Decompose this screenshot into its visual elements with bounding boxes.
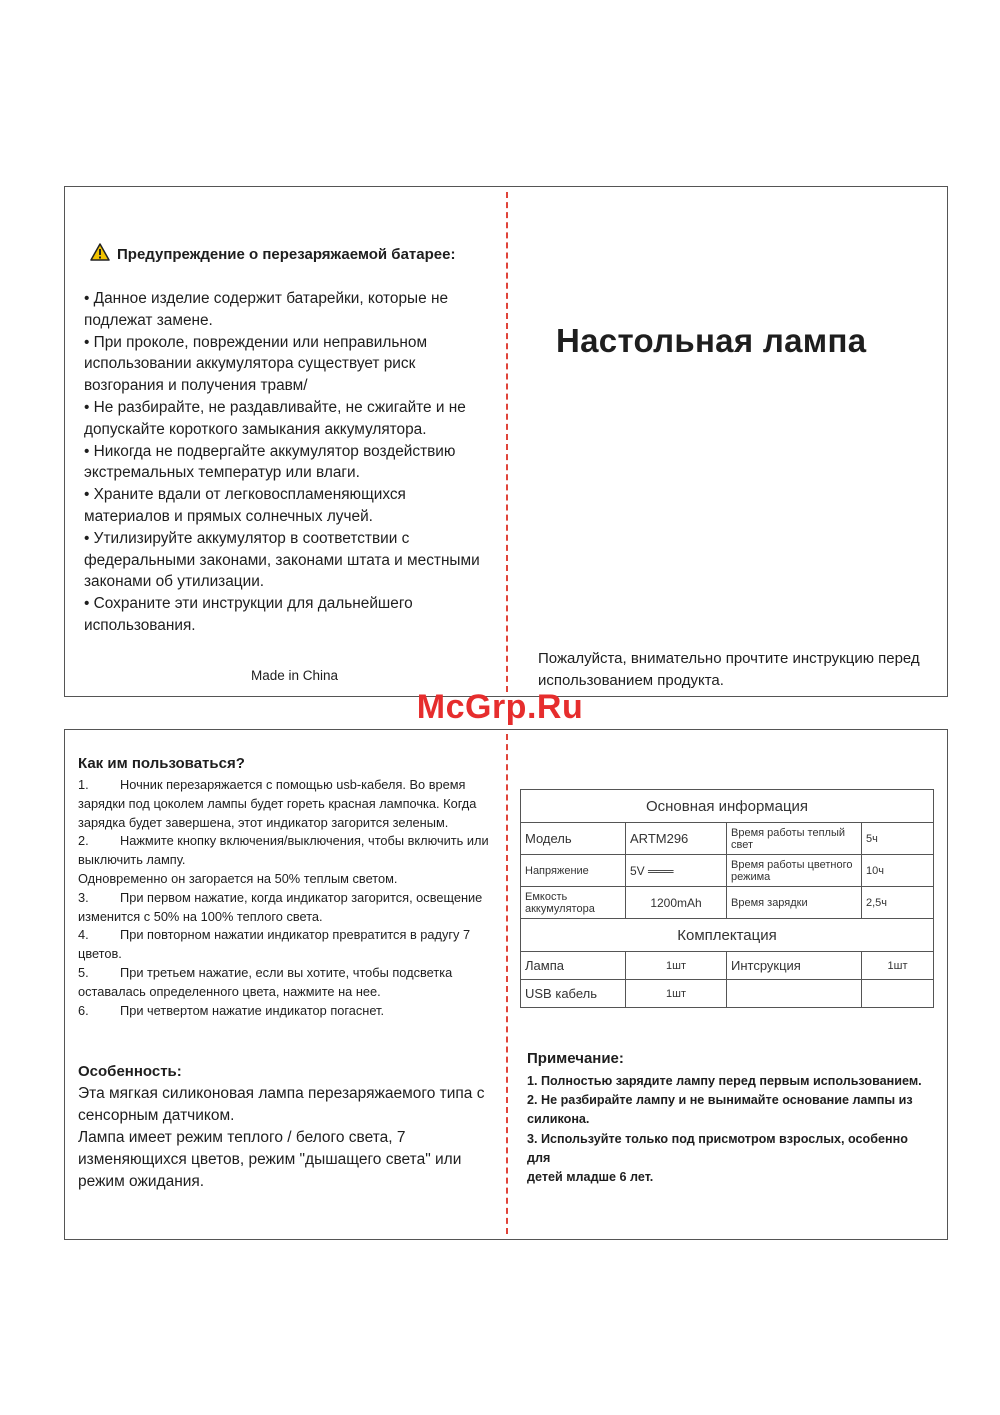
spec-value: 5V ═══: [626, 855, 727, 887]
step-continuation: зарядка будет завершена, этот индикатор загорится зеленым.: [78, 814, 449, 830]
note-item: 1. Полностью зарядите лампу перед первым использованием.: [527, 1074, 922, 1088]
kit-value: 1шт: [862, 952, 934, 980]
warning-item: • Храните вдали от легковоспламеняющихся материалов и прямых солнечных лучей.: [84, 486, 406, 525]
step-number: 1.: [78, 777, 89, 792]
note-item: 2. Не разбирайте лампу и не вынимайте основание лампы из силикона.: [527, 1093, 913, 1127]
feature-line: Лампа имеет режим теплого / белого света, 7 изменяющихся цветов, режим "дышащего света" или режим ожидания.: [78, 1129, 462, 1190]
warning-item: • Никогда не подвергайте аккумулятор воздействию экстремальных температур или влаги.: [84, 442, 456, 482]
specs-table: [520, 789, 934, 1008]
warning-item: • Данное изделие содержит батарейки, которые не подлежат замене.: [84, 290, 449, 329]
product-title: Настольная лампа: [556, 322, 867, 359]
step-number: 4.: [78, 927, 89, 943]
warning-heading: [90, 243, 455, 265]
step-number: 6.: [78, 1002, 89, 1018]
usage-step: [78, 926, 498, 964]
spec-value: 5ч: [862, 823, 934, 855]
warning-item: • Утилизируйте аккумулятор в соответствии с федеральными законами, законами штата и местными законами об утилизации.: [84, 529, 480, 591]
step-number: 2.: [78, 833, 89, 849]
kit-label: Лампа: [521, 952, 626, 980]
kit-value: [862, 980, 934, 1008]
kit-label: Интсрукция: [727, 952, 862, 980]
usage-step: [78, 832, 498, 870]
fold-line-top: [506, 192, 508, 692]
kit-value: 1шт: [626, 952, 727, 980]
notes-list: [527, 1072, 932, 1187]
warning-triangle-icon: [90, 243, 110, 265]
step-text: Ночник перезаряжается с помощью usb-кабеля. Во время зарядки под цоколем лампы будет гореть красная лампочка. Когда: [78, 777, 477, 811]
step-text: При третьем нажатие, если вы хотите, чтобы подсветка оставалась определенного цвета, нажмите на нее.: [78, 964, 453, 999]
step-text: При повторном нажатии индикатор превратится в радугу 7 цветов.: [78, 927, 471, 962]
kit-header: Комплектация: [521, 919, 934, 952]
kit-label: [727, 980, 862, 1008]
spec-label: Время работы цветного режима: [727, 855, 862, 887]
step-number: 3.: [78, 889, 89, 905]
spec-value: ARTM296: [626, 823, 727, 855]
spec-label: Время зарядки: [727, 887, 862, 919]
note-item: детей младше 6 лет.: [527, 1170, 654, 1185]
usage-steps: [78, 776, 498, 1020]
usage-step: [78, 964, 498, 1002]
step-text: При первом нажатие, когда индикатор загорится, освещение изменится с 50% на 100% теплого света.: [78, 889, 483, 924]
spec-value: 2,5ч: [862, 887, 934, 919]
features-heading: Особенность:: [78, 1063, 182, 1080]
spec-label: Емкость аккумулятора: [521, 887, 626, 919]
kit-value: 1шт: [626, 980, 727, 1008]
step-text: При четвертом нажатие индикатор погаснет.: [120, 1002, 385, 1018]
usage-step: [78, 889, 498, 927]
warning-item: • Сохраните эти инструкции для дальнейшего использования.: [84, 595, 413, 634]
read-instructions-note: Пожалуйста, внимательно прочтите инструкцию перед использованием продукта.: [538, 650, 920, 689]
spec-label: Напряжение: [521, 855, 626, 887]
kit-label: USB кабель: [521, 980, 626, 1008]
spec-value: 10ч: [862, 855, 934, 887]
features-text: [78, 1083, 488, 1193]
fold-line-bottom: [506, 734, 508, 1234]
notes-heading: Примечание:: [527, 1050, 624, 1067]
specs-header: Основная информация: [521, 790, 934, 823]
note-item: 3. Используйте только под присмотром взрослых, особенно для: [527, 1131, 908, 1165]
warning-item: • Не разбирайте, не раздавливайте, не сжигайте и не допускайте короткого замыкания аккумулятора.: [84, 398, 466, 438]
usage-step: [78, 776, 498, 814]
step-number: 5.: [78, 964, 89, 980]
made-in-label: Made in China: [251, 668, 339, 683]
watermark: McGrp.Ru: [416, 688, 584, 726]
warning-title: Предупреждение о перезаряжаемой батарее:: [117, 245, 456, 263]
step-continuation: Одновременно он загорается на 50% теплым светом.: [78, 870, 398, 886]
spec-value: 1200mAh: [626, 887, 727, 919]
usage-step: [78, 1002, 498, 1021]
usage-heading: Как им пользоваться?: [78, 755, 245, 772]
warning-item: • При проколе, повреждении или неправильном использовании аккумулятора существует риск возгорания и получения травм/: [84, 333, 428, 395]
feature-line: Эта мягкая силиконовая лампа перезаряжаемого типа с сенсорным датчиком.: [78, 1085, 485, 1124]
warning-list: [84, 288, 494, 637]
spec-label: Модель: [521, 823, 626, 855]
step-text: Нажмите кнопку включения/выключения, чтобы включить или выключить лампу.: [78, 833, 489, 868]
spec-label: Время работы теплый свет: [727, 823, 862, 855]
